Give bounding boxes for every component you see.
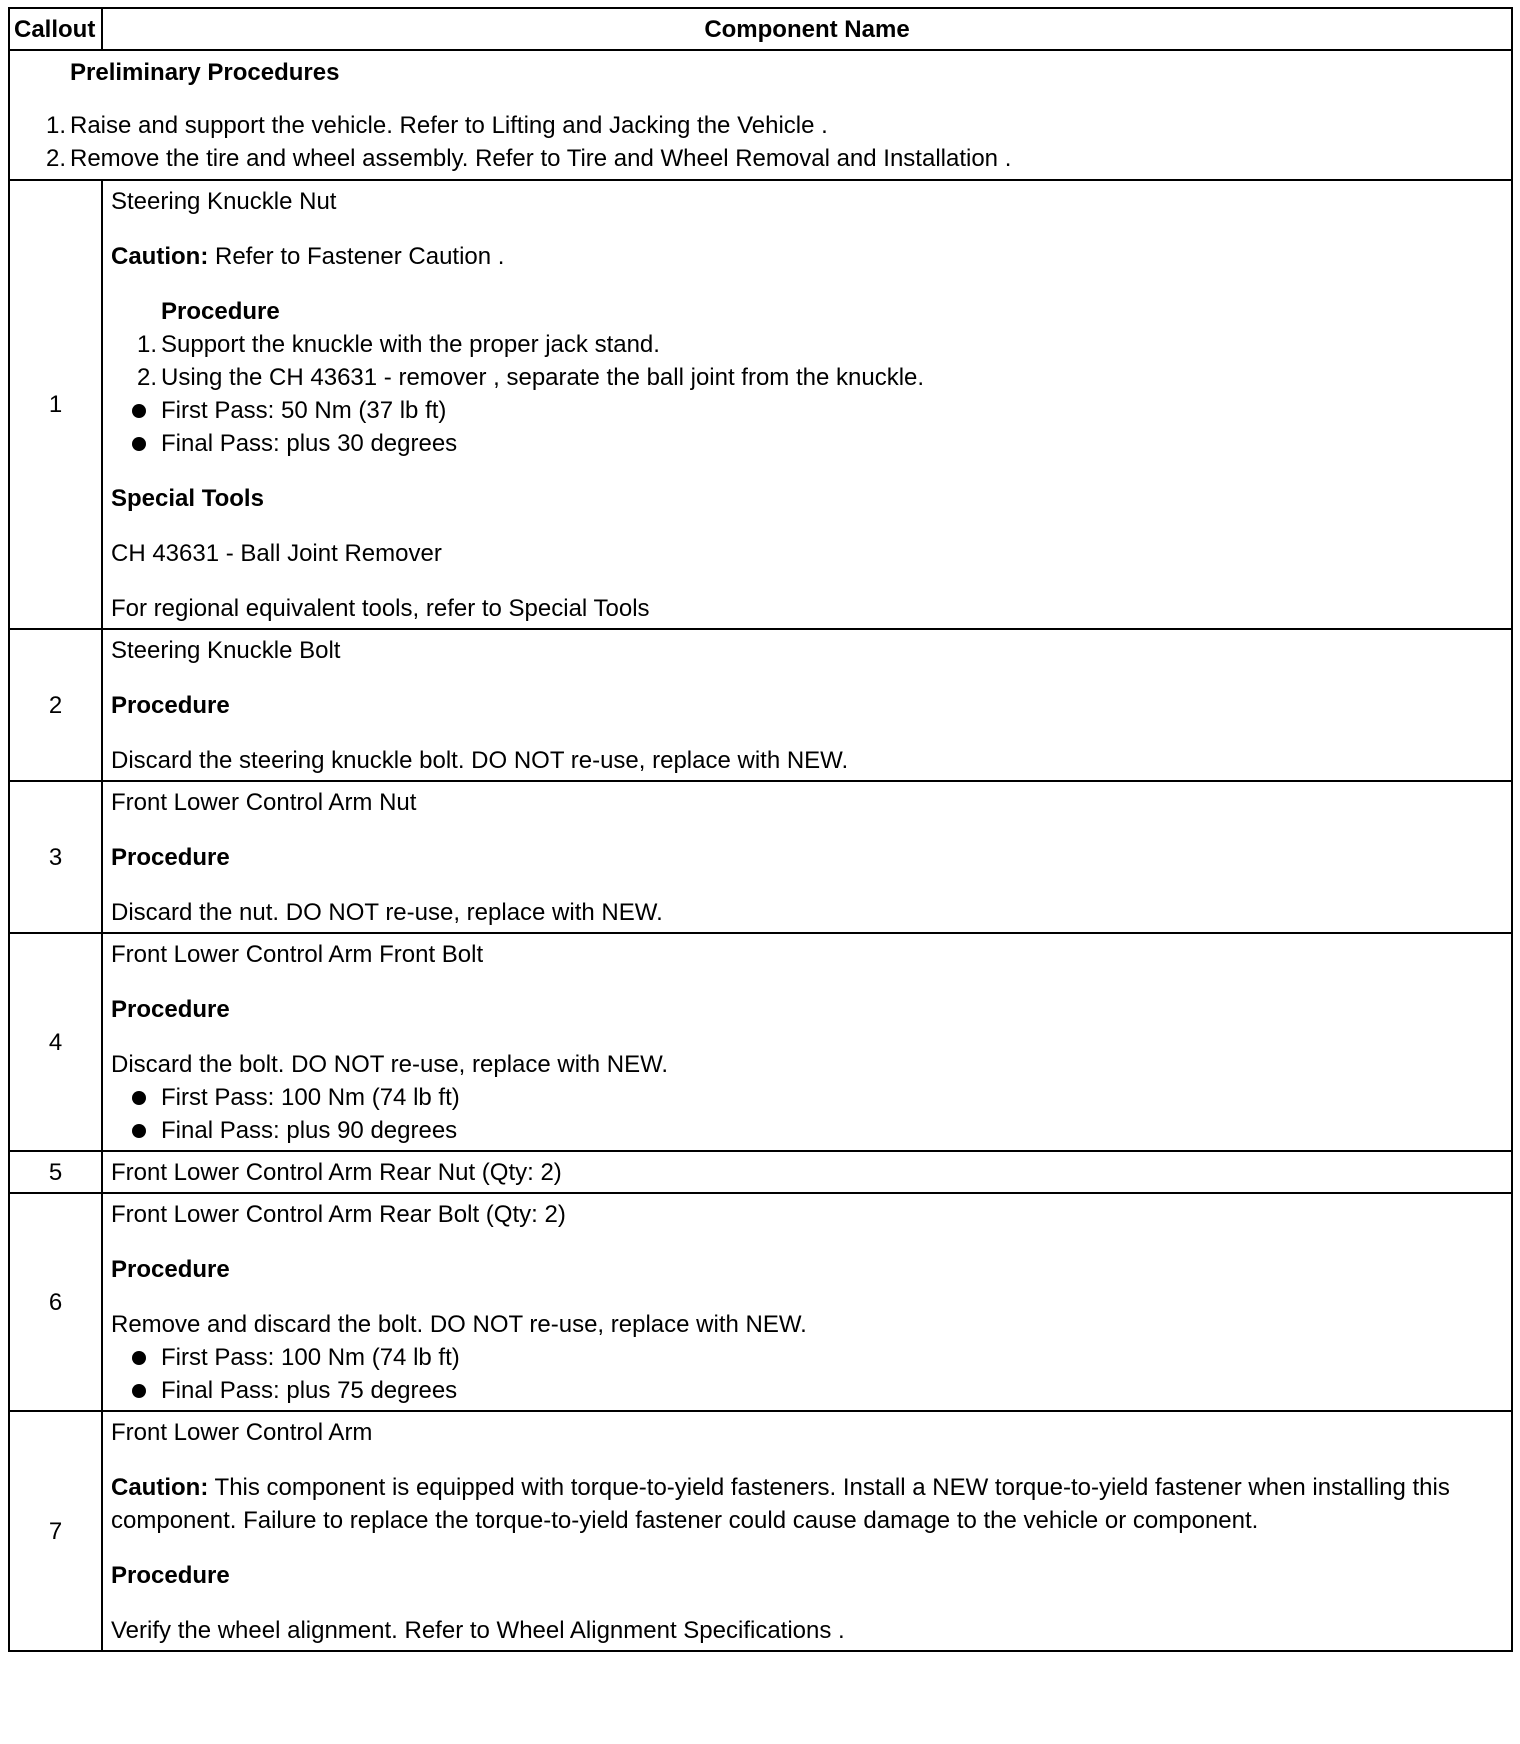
- caution-text: Refer to Fastener Caution .: [208, 243, 505, 270]
- procedure-step: 1. Support the knuckle with the proper jack stand.: [136, 331, 660, 358]
- callout-number: 6: [9, 1193, 102, 1411]
- callout-number: 1: [9, 180, 102, 629]
- preliminary-steps: [18, 109, 1503, 175]
- component-cell: [102, 1411, 1512, 1651]
- preliminary-row: [9, 50, 1512, 180]
- torque-spec-item: Final Pass: plus 75 degrees: [111, 1374, 1503, 1407]
- procedure-text: Remove and discard the bolt. DO NOT re-use, replace with NEW.: [111, 1311, 807, 1338]
- header-row: [9, 8, 1512, 50]
- table-row: [9, 781, 1512, 933]
- procedure-title: Procedure: [111, 996, 230, 1023]
- bullet-icon: [111, 1351, 161, 1365]
- component-cell: [102, 1193, 1512, 1411]
- callout-number: 2: [9, 629, 102, 781]
- callout-number: 5: [9, 1151, 102, 1193]
- table-row: [9, 933, 1512, 1151]
- special-tools-note: For regional equivalent tools, refer to Special Tools: [111, 595, 650, 622]
- component-name: Steering Knuckle Nut: [111, 188, 337, 215]
- torque-spec-list: [111, 394, 1503, 460]
- procedure-text: Discard the bolt. DO NOT re-use, replace with NEW.: [111, 1051, 669, 1078]
- table-row: [9, 629, 1512, 781]
- callout-header: Callout: [9, 8, 102, 50]
- bullet-icon: [111, 1124, 161, 1138]
- procedure-text: Discard the nut. DO NOT re-use, replace with NEW.: [111, 899, 663, 926]
- component-cell: [102, 180, 1512, 629]
- torque-spec-list: [111, 1341, 1503, 1407]
- component-name: Front Lower Control Arm Front Bolt: [111, 941, 484, 968]
- table-row: [9, 1193, 1512, 1411]
- procedure-steps: [111, 328, 1503, 394]
- special-tools-title: Special Tools: [111, 485, 264, 512]
- procedure-text: Discard the steering knuckle bolt. DO NOT re-use, replace with NEW.: [111, 747, 849, 774]
- bullet-icon: [111, 1384, 161, 1398]
- preliminary-step: 1. Raise and support the vehicle. Refer to Lifting and Jacking the Vehicle .: [45, 112, 828, 139]
- procedure-table: [8, 7, 1513, 1652]
- caution-note: [111, 240, 1503, 273]
- component-name-header: Component Name: [102, 8, 1512, 50]
- torque-spec-item: First Pass: 50 Nm (37 lb ft): [111, 394, 1503, 427]
- procedure-title: Procedure: [161, 298, 280, 325]
- procedure-text: Verify the wheel alignment. Refer to Wheel Alignment Specifications .: [111, 1617, 845, 1644]
- preliminary-step: 2. Remove the tire and wheel assembly. Refer to Tire and Wheel Removal and Installation .: [45, 145, 1012, 172]
- callout-number: 4: [9, 933, 102, 1151]
- caution-note: [111, 1471, 1503, 1537]
- callout-number: 3: [9, 781, 102, 933]
- component-cell: [102, 1151, 1512, 1193]
- torque-spec-list: [111, 1081, 1503, 1147]
- callout-number: 7: [9, 1411, 102, 1651]
- component-name: Front Lower Control Arm Rear Nut (Qty: 2): [111, 1159, 562, 1186]
- procedure-title: Procedure: [111, 1562, 230, 1589]
- caution-label: Caution:: [111, 243, 209, 270]
- table-row: [9, 180, 1512, 629]
- procedure-title: Procedure: [111, 692, 230, 719]
- component-cell: [102, 629, 1512, 781]
- component-name: Steering Knuckle Bolt: [111, 637, 341, 664]
- bullet-icon: [111, 404, 161, 418]
- caution-text: This component is equipped with torque-to-yield fasteners. Install a NEW torque-to-yield fastener when installing this component. Failure to replace the torque-to-yield fastener could cause damage to the vehicle or component.: [111, 1474, 1450, 1534]
- component-name: Front Lower Control Arm Nut: [111, 789, 417, 816]
- component-name: Front Lower Control Arm: [111, 1419, 373, 1446]
- procedure-title: Procedure: [111, 1256, 230, 1283]
- component-cell: [102, 933, 1512, 1151]
- bullet-icon: [111, 1091, 161, 1105]
- special-tool-item: CH 43631 - Ball Joint Remover: [111, 540, 442, 567]
- preliminary-title: Preliminary Procedures: [70, 59, 340, 86]
- procedure-title: Procedure: [111, 844, 230, 871]
- bullet-icon: [111, 437, 161, 451]
- caution-label: Caution:: [111, 1474, 209, 1501]
- table-row: [9, 1151, 1512, 1193]
- procedure-step: 2. Using the CH 43631 - remover , separate the ball joint from the knuckle.: [136, 364, 925, 391]
- preliminary-cell: [9, 50, 1512, 180]
- component-name: Front Lower Control Arm Rear Bolt (Qty: 2): [111, 1201, 566, 1228]
- torque-spec-item: First Pass: 100 Nm (74 lb ft): [111, 1341, 1503, 1374]
- torque-spec-item: Final Pass: plus 90 degrees: [111, 1114, 1503, 1147]
- torque-spec-item: Final Pass: plus 30 degrees: [111, 427, 1503, 460]
- torque-spec-item: First Pass: 100 Nm (74 lb ft): [111, 1081, 1503, 1114]
- table-row: [9, 1411, 1512, 1651]
- component-cell: [102, 781, 1512, 933]
